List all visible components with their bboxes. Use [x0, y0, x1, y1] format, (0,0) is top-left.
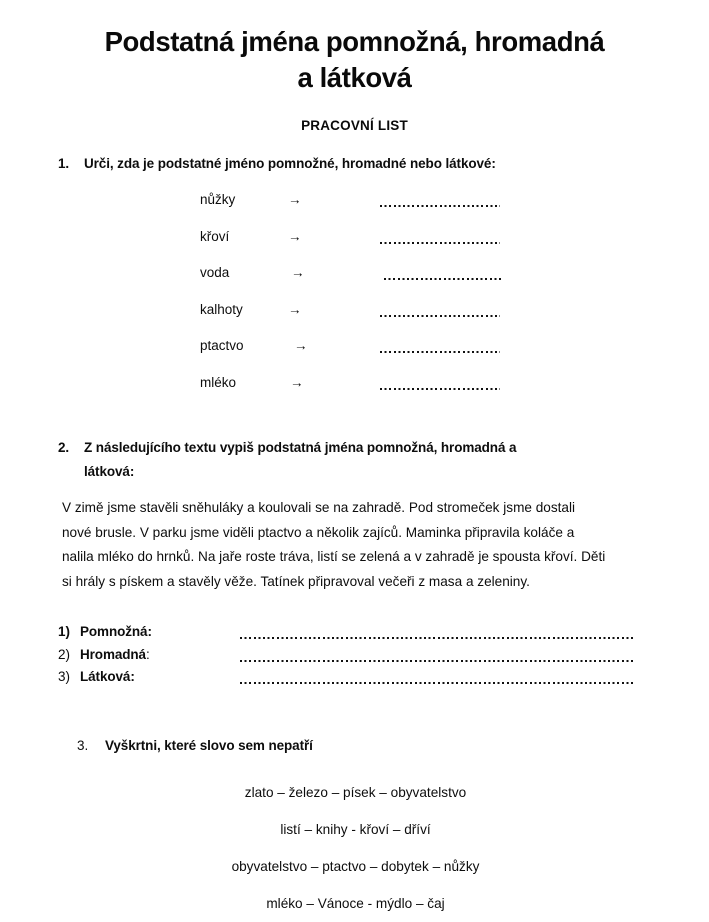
- exercise-2-answer-list: [58, 624, 658, 692]
- answer-label-text: Hromadná: [80, 646, 146, 662]
- word-label: ptactvo: [200, 338, 244, 353]
- arrow-icon: →: [288, 192, 302, 207]
- exercise-1-word-list: [0, 192, 709, 411]
- word-label: voda: [200, 265, 230, 280]
- arrow-icon: →: [290, 374, 304, 390]
- answer-blank-line[interactable]: [240, 682, 634, 684]
- exercise-1-heading: [58, 156, 496, 171]
- page-title-line-2: a látková: [297, 62, 412, 93]
- answer-label: Pomnožná:: [80, 624, 152, 639]
- word-group-row[interactable]: zlato – železo – písek – obyvatelstvo: [244, 785, 467, 800]
- answer-blank-line[interactable]: [240, 637, 634, 639]
- page-title: [60, 24, 649, 96]
- exercise-3-heading-text: Vyškrtni, které slovo sem nepatří: [105, 738, 313, 753]
- arrow-icon: →: [291, 265, 305, 280]
- answer-blank-line[interactable]: [384, 278, 503, 280]
- exercise-2-heading: [58, 436, 638, 484]
- exercise-3-heading: [77, 738, 313, 753]
- word-group-row[interactable]: listí – knihy - křoví – dříví: [280, 822, 431, 837]
- answer-blank-line[interactable]: [240, 660, 634, 662]
- word-label: kalhoty: [200, 301, 243, 317]
- answer-label: [80, 647, 150, 662]
- arrow-icon: →: [288, 228, 302, 244]
- arrow-icon: →: [288, 301, 302, 317]
- answer-number: 3): [58, 669, 71, 684]
- page-subtitle: PRACOVNÍ LIST: [301, 118, 408, 133]
- exercise-2-heading-line-2: látková:: [84, 464, 135, 479]
- exercise-3-number: 3.: [77, 738, 89, 753]
- answer-blank-line[interactable]: [380, 205, 500, 207]
- answer-number: 1): [58, 624, 71, 639]
- arrow-icon: →: [294, 338, 308, 353]
- exercise-1-heading-text: Urči, zda je podstatné jméno pomnožné, hromadné nebo látkové:: [84, 156, 496, 171]
- word-row: [0, 338, 709, 375]
- answer-blank-line[interactable]: [380, 388, 500, 390]
- exercise-2-paragraph: V zimě jsme stavěli sněhuláky a koulovali se na zahradě. Pod stromeček jsme dostali nové brusle. V parku jsme viděli ptactvo a několik zajíců. Maminka připravila koláče a nalila mléko do hrnků. Na jaře roste tráva, listí se zelená a v zahradě je spousta křoví. Děti si hrály s pískem a stavěly věže. Tatínek připravoval večeři z masa a zeleniny.: [62, 500, 606, 589]
- word-row: [0, 192, 709, 229]
- exercise-2-number: 2.: [58, 440, 70, 455]
- word-row: [0, 229, 709, 266]
- answer-row: [58, 624, 658, 647]
- answer-blank-line[interactable]: [380, 351, 500, 353]
- word-row: [0, 375, 709, 412]
- answer-label: Látková:: [80, 669, 135, 684]
- answer-blank-line[interactable]: [380, 242, 500, 244]
- word-row: [0, 302, 709, 339]
- word-group-row[interactable]: obyvatelstvo – ptactvo – dobytek – nůžky: [231, 859, 480, 874]
- answer-row: [58, 647, 658, 670]
- word-label: křoví: [200, 228, 230, 244]
- word-label: mléko: [200, 374, 237, 390]
- answer-row: [58, 669, 658, 692]
- word-label: nůžky: [200, 192, 236, 207]
- answer-number: 2): [58, 646, 71, 662]
- page-title-line-1: Podstatná jména pomnožná, hromadná: [104, 26, 605, 57]
- exercise-1-number: 1.: [58, 156, 70, 171]
- answer-blank-line[interactable]: [380, 315, 500, 317]
- answer-label-colon: :: [145, 646, 150, 662]
- exercise-2-heading-line-1: Z následujícího textu vypiš podstatná jména pomnožná, hromadná a: [84, 440, 517, 455]
- word-group-row[interactable]: mléko – Vánoce - mýdlo – čaj: [266, 896, 445, 911]
- exercise-3-word-rows: [0, 774, 709, 922]
- word-row: [0, 265, 709, 302]
